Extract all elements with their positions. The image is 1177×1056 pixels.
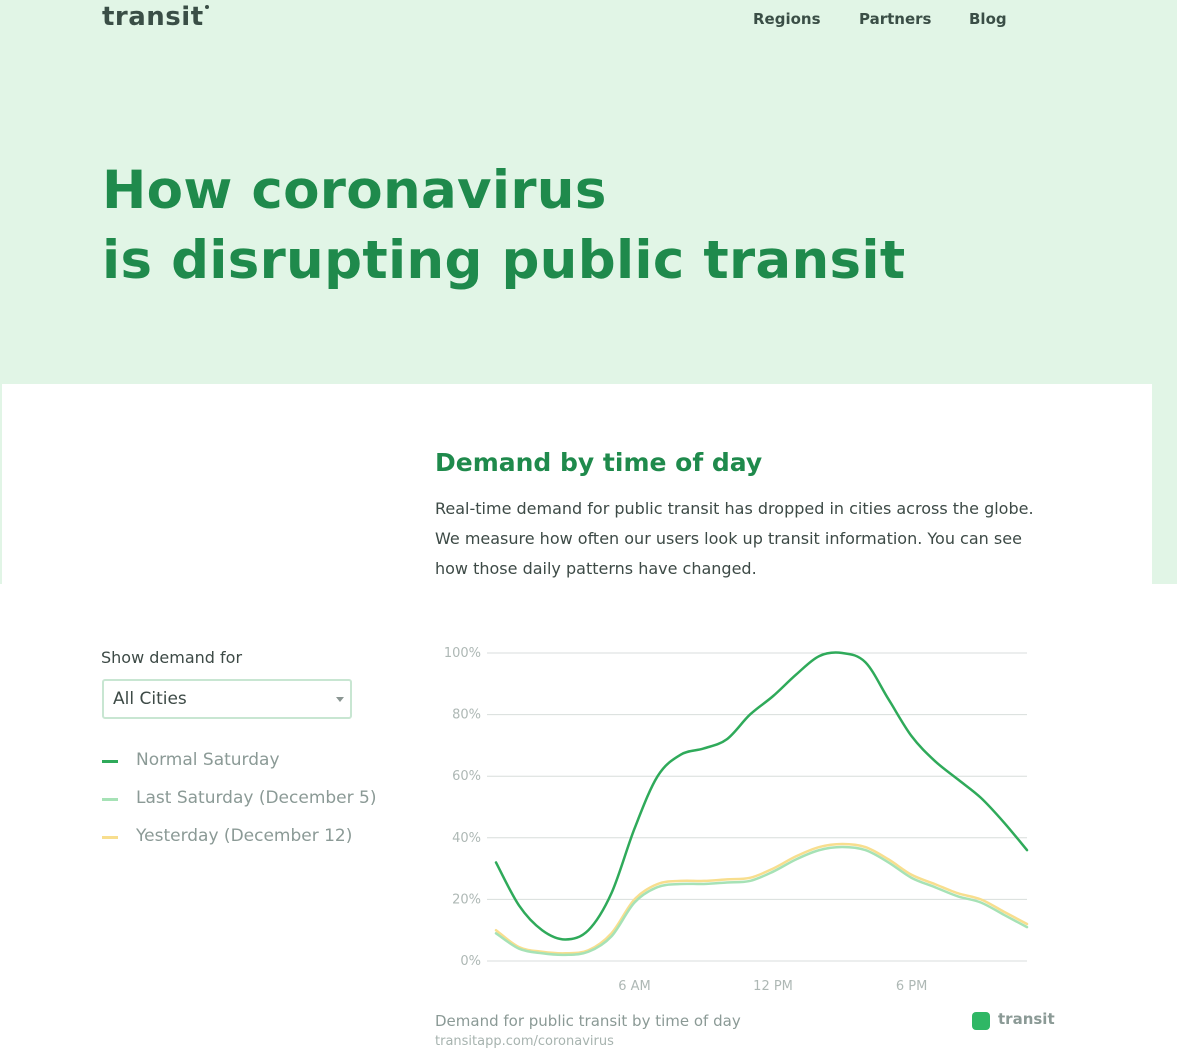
legend-swatch xyxy=(102,798,118,801)
chart-caption: Demand for public transit by time of day xyxy=(435,1012,741,1030)
logo-dot-icon xyxy=(205,5,209,9)
nav-regions[interactable]: Regions xyxy=(753,10,821,28)
y-tick-label: 80% xyxy=(452,707,481,723)
page-title-line1: How coronavirus xyxy=(102,160,607,221)
city-select-value: All Cities xyxy=(113,689,187,709)
city-select[interactable] xyxy=(102,679,352,719)
transit-app-icon xyxy=(972,1012,990,1030)
chart-source-url[interactable]: transitapp.com/coronavirus xyxy=(435,1034,614,1049)
page-title xyxy=(102,156,905,296)
transit-logo[interactable] xyxy=(102,2,208,32)
x-tick-label: 6 PM xyxy=(895,979,928,994)
legend-swatch xyxy=(102,836,118,839)
legend-label: Normal Saturday xyxy=(136,750,280,770)
brand-text: transit xyxy=(998,1010,1055,1028)
y-tick-label: 100% xyxy=(443,646,481,661)
y-tick-label: 0% xyxy=(460,954,481,969)
nav-blog[interactable]: Blog xyxy=(969,10,1007,28)
y-tick-label: 40% xyxy=(452,830,481,846)
section-title: Demand by time of day xyxy=(435,448,763,477)
chevron-down-icon xyxy=(336,697,344,702)
section-description: Real-time demand for public transit has dropped in cities across the globe. We measure how often our users look up transit information. You can see how those daily patterns have changed. xyxy=(435,499,1034,578)
series-line xyxy=(496,653,1027,940)
y-tick-label: 60% xyxy=(452,769,481,785)
nav-partners[interactable]: Partners xyxy=(859,10,932,28)
legend-label: Yesterday (December 12) xyxy=(136,826,353,846)
show-demand-label: Show demand for xyxy=(101,648,243,667)
logo-text: transit xyxy=(102,2,204,32)
y-tick-label: 20% xyxy=(452,892,481,908)
x-tick-label: 12 PM xyxy=(753,979,793,994)
x-tick-label: 6 AM xyxy=(618,979,651,994)
page-title-line2: is disrupting public transit xyxy=(102,230,906,291)
legend-swatch xyxy=(102,760,118,763)
legend-label: Last Saturday (December 5) xyxy=(136,788,377,808)
demand-line-chart xyxy=(430,630,1040,1000)
